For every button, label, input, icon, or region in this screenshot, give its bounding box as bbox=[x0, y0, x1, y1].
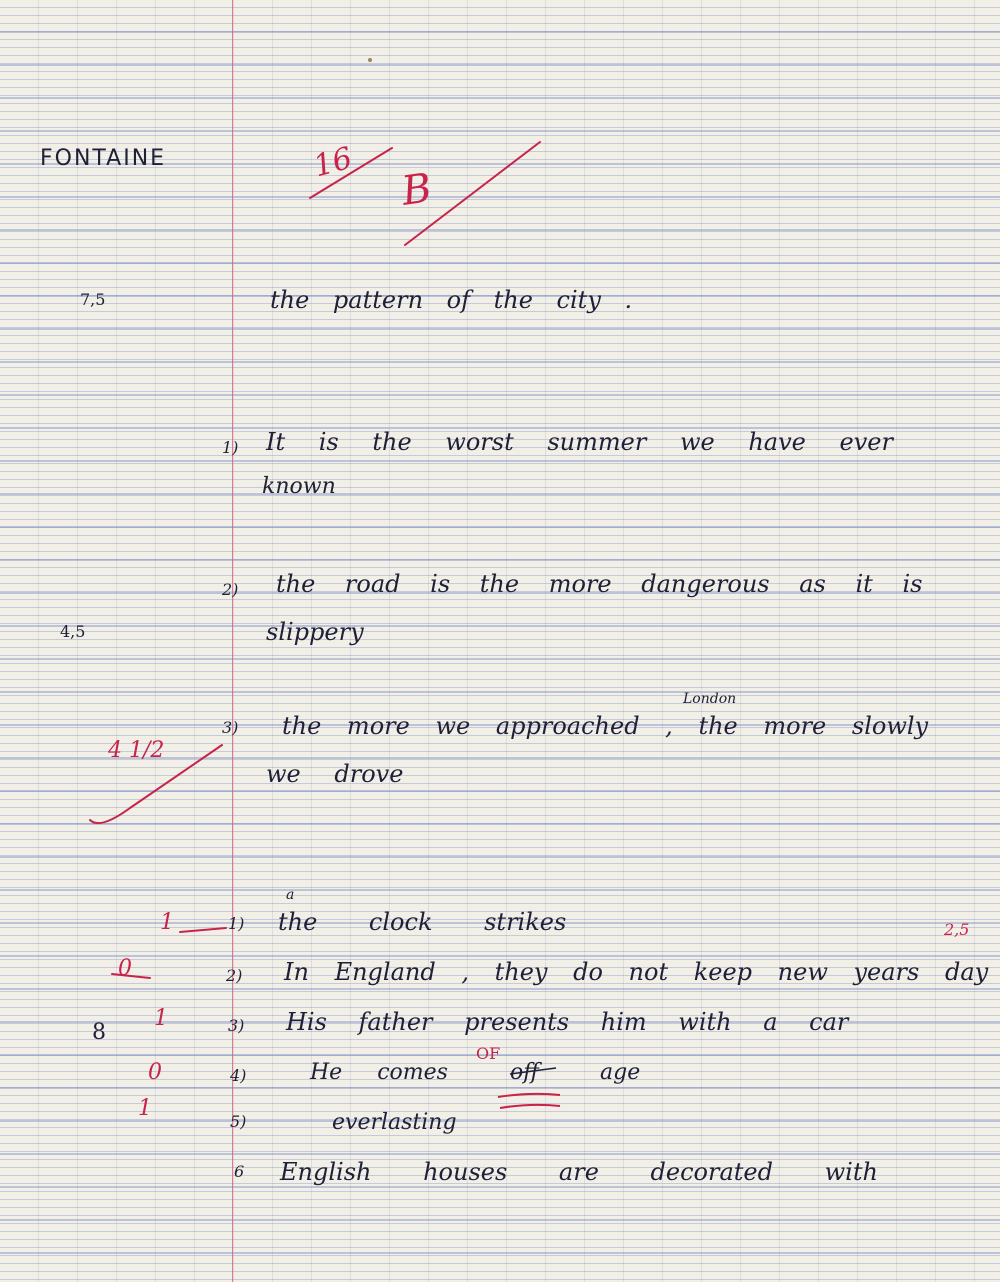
sentence-line: In England , they do not keep new years day bbox=[284, 958, 989, 986]
letter-grade: B bbox=[398, 165, 435, 215]
sentence-line: It is the worst summer we have ever bbox=[266, 428, 893, 456]
student-name: FONTAINE bbox=[40, 146, 167, 171]
correction-word: OF bbox=[476, 1044, 501, 1063]
sentence-line: everlasting bbox=[332, 1110, 457, 1135]
item-number: 6 bbox=[234, 1162, 245, 1181]
item-mark: 1 bbox=[154, 1006, 168, 1031]
total-score: 8 bbox=[92, 1020, 106, 1045]
sentence-line: His father presents him with a car bbox=[286, 1008, 849, 1036]
error-word: off bbox=[510, 1060, 539, 1085]
paper-speck bbox=[368, 58, 372, 62]
sentence-line: English houses are decorated with bbox=[280, 1158, 878, 1186]
item-number: 2) bbox=[226, 966, 243, 985]
margin-line bbox=[232, 0, 233, 1282]
sentence-line: known bbox=[262, 474, 336, 499]
item-number: 1) bbox=[222, 438, 239, 457]
item-number: 5) bbox=[230, 1112, 247, 1131]
inserted-word: London bbox=[683, 691, 737, 707]
section1-score: 7,5 bbox=[80, 290, 106, 309]
sentence-line: the clock strikes bbox=[278, 908, 567, 936]
item-number: 3) bbox=[228, 1016, 245, 1035]
sentence-part: He comes bbox=[310, 1060, 448, 1085]
inserted-word: a bbox=[286, 887, 295, 903]
sentence-line: the road is the more dangerous as it is bbox=[276, 570, 923, 598]
item-number: 2) bbox=[222, 580, 239, 599]
sentence-part: age bbox=[600, 1060, 641, 1085]
item-number: 1) bbox=[228, 914, 245, 933]
correction-score: 4 1/2 bbox=[108, 738, 165, 763]
item-mark: 1 bbox=[160, 910, 174, 935]
error-underline-2 bbox=[500, 1105, 560, 1108]
sentence-line: we drove bbox=[266, 760, 404, 788]
error-underline-1 bbox=[498, 1094, 560, 1097]
item-number: 3) bbox=[222, 718, 239, 737]
item-score: 4,5 bbox=[60, 622, 86, 641]
sentence-line: the more we approached , the more slowly bbox=[282, 712, 929, 740]
corner-mark: 2,5 bbox=[944, 920, 970, 939]
section1-title: the pattern of the city . bbox=[270, 286, 633, 314]
mark-stroke-1 bbox=[180, 928, 226, 932]
item-mark: 1 bbox=[138, 1096, 152, 1121]
grade-mark: 16 bbox=[309, 140, 356, 185]
item-mark: 0 bbox=[148, 1060, 162, 1085]
item-number: 4) bbox=[230, 1066, 247, 1085]
item-mark: 0 bbox=[118, 956, 132, 981]
sentence-line: slippery bbox=[266, 618, 364, 646]
